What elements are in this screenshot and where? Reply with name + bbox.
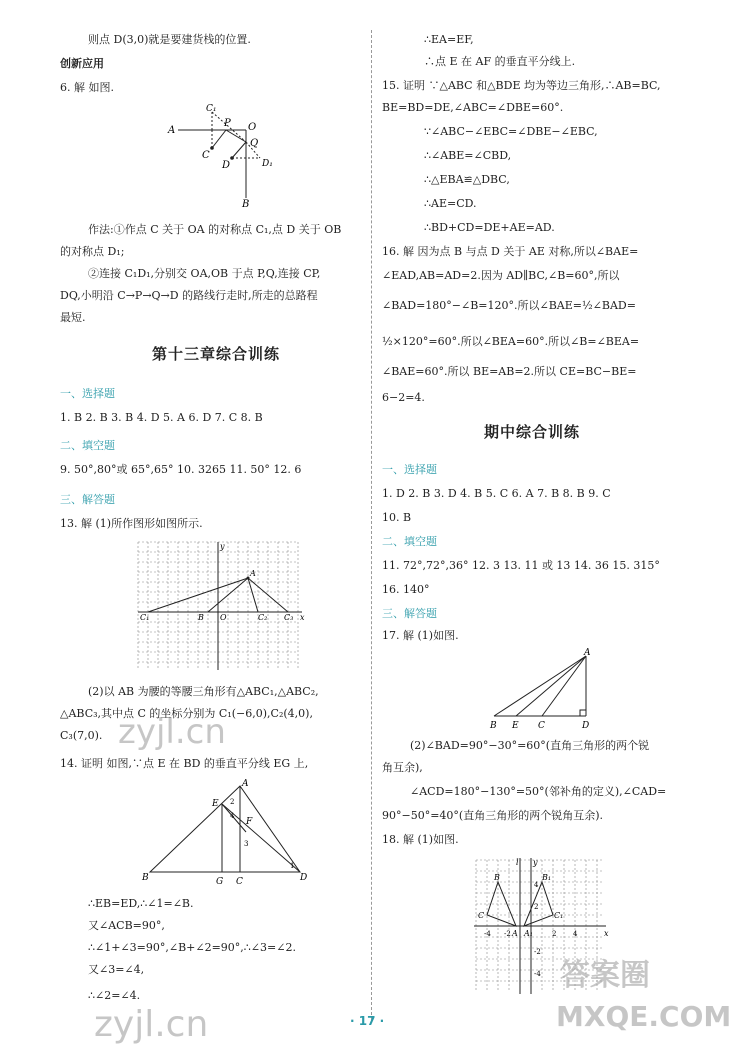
- svg-text:D: D: [582, 721, 590, 731]
- svg-text:F: F: [246, 817, 253, 827]
- svg-text:C: C: [538, 721, 545, 731]
- svg-text:y: y: [220, 542, 225, 551]
- text-line: ∵∠ABC−∠EBC=∠DBE−∠EBC,: [424, 125, 598, 138]
- section-choice: 一、选择题: [60, 387, 115, 400]
- text-line: ∴BD+CD=DE+AE=AD.: [424, 221, 555, 234]
- svg-text:B: B: [490, 721, 497, 731]
- answer-line: 16. 140°: [382, 583, 430, 596]
- text-line: 作法:①作点 C 关于 OA 的对称点 C₁,点 D 关于 OB: [88, 223, 342, 236]
- svg-text:A₁: A₁: [524, 929, 533, 938]
- section-fill: 二、填空题: [382, 535, 437, 548]
- text-line: ∴EB=ED,∴∠1=∠B.: [88, 897, 194, 910]
- svg-text:D₁: D₁: [262, 159, 273, 169]
- svg-text:G: G: [216, 877, 224, 887]
- text-line: (2)∠BAD=90°−30°=60°(直角三角形的两个锐: [410, 739, 650, 752]
- text-line: 15. 证明 ∵△ABC 和△BDE 均为等边三角形,∴AB=BC,: [382, 79, 661, 92]
- text-line: 16. 解 因为点 B 与点 D 关于 AE 对称,所以∠BAE=: [382, 245, 639, 258]
- text-line: 则点 D(3,0)就是要建货栈的位置.: [88, 33, 251, 46]
- svg-text:3: 3: [244, 840, 249, 848]
- text-line: 90°−50°=40°(直角三角形的两个锐角互余).: [382, 809, 604, 822]
- svg-text:C₁: C₁: [140, 613, 150, 622]
- text-line: C₃(7,0).: [60, 729, 103, 742]
- column-divider: [371, 30, 372, 1020]
- svg-text:C₁: C₁: [554, 911, 564, 920]
- svg-text:x: x: [604, 929, 609, 938]
- svg-text:C: C: [236, 877, 243, 887]
- svg-text:B: B: [494, 873, 500, 882]
- svg-text:O: O: [220, 613, 227, 622]
- text-line: △ABC₃,其中点 C 的坐标分别为 C₁(−6,0),C₂(4,0),: [60, 707, 313, 720]
- text-line: ∴AE=CD.: [424, 197, 477, 210]
- text-line: 又∠3=∠4,: [88, 963, 145, 976]
- text-line: 18. 解 (1)如图.: [382, 833, 459, 846]
- text-line: 又∠ACB=90°,: [88, 919, 165, 932]
- section-innovation: 创新应用: [60, 57, 104, 70]
- svg-text:C₂: C₂: [258, 613, 268, 622]
- svg-text:l: l: [516, 858, 519, 867]
- svg-text:-2: -2: [504, 930, 511, 938]
- svg-text:A: A: [512, 929, 518, 938]
- text-line: (2)以 AB 为腰的等腰三角形有△ABC₁,△ABC₂,: [88, 685, 319, 698]
- svg-text:2: 2: [552, 930, 557, 938]
- text-line: ∠EAD,AB=AD=2.因为 AD∥BC,∠B=60°,所以: [382, 269, 620, 282]
- text-line: ∴EA=EF,: [424, 33, 474, 46]
- section-solve: 三、解答题: [382, 607, 437, 620]
- figure-right-triangle-17: [486, 648, 616, 732]
- svg-text:O: O: [248, 122, 257, 133]
- answer-line: 1. B 2. B 3. B 4. D 5. A 6. D 7. C 8. B: [60, 411, 263, 424]
- svg-text:Q: Q: [250, 138, 259, 149]
- text-line: ∠BAD=180°−∠B=120°.所以∠BAE=½∠BAD=: [382, 299, 636, 312]
- text-line: ½×120°=60°.所以∠BEA=60°.所以∠B=∠BEA=: [382, 335, 640, 348]
- answer-line: 9. 50°,80°或 65°,65° 10. 3265 11. 50° 12. 6: [60, 463, 302, 476]
- svg-text:4: 4: [230, 812, 235, 820]
- text-line: 13. 解 (1)所作图形如图所示.: [60, 517, 203, 530]
- text-line: ∴∠1+∠3=90°,∠B+∠2=90°,∴∠3=∠2.: [88, 941, 296, 954]
- text-line: ∴∠2=∠4.: [88, 989, 141, 1002]
- answer-line: 11. 72°,72°,36° 12. 3 13. 11 或 13 14. 36 15. 315°: [382, 559, 660, 572]
- svg-text:B: B: [198, 613, 204, 622]
- svg-text:D: D: [300, 873, 308, 883]
- svg-text:E: E: [212, 799, 219, 809]
- text-line: 17. 解 (1)如图.: [382, 629, 459, 642]
- watermark-daan: 答案圈: [560, 958, 650, 993]
- text-line: 的对称点 D₁;: [60, 245, 125, 258]
- answer-line: 1. D 2. B 3. D 4. B 5. C 6. A 7. B 8. B 9. C: [382, 487, 611, 500]
- svg-text:2: 2: [230, 798, 235, 806]
- text-line: ∴∠ABE=∠CBD,: [424, 149, 512, 162]
- svg-text:C: C: [478, 911, 485, 920]
- svg-text:4: 4: [573, 930, 578, 938]
- watermark-zyjl: zyjl.cn: [94, 1004, 209, 1045]
- section-fill: 二、填空题: [60, 439, 115, 452]
- svg-text:C: C: [202, 150, 210, 161]
- text-line: 角互余),: [382, 761, 423, 774]
- section-solve: 三、解答题: [60, 493, 115, 506]
- text-line: 6−2=4.: [382, 391, 425, 404]
- text-line: BE=BD=DE,∠ABC=∠DBE=60°.: [382, 101, 564, 114]
- text-line: DQ,小明沿 C→P→Q→D 的路线行走时,所走的总路程: [60, 289, 318, 302]
- chapter-title: 第十三章综合训练: [152, 345, 281, 363]
- text-line: 6. 解 如图.: [60, 81, 114, 94]
- figure-triangle-14: [140, 778, 310, 888]
- svg-text:B: B: [242, 199, 250, 210]
- answer-line: 10. B: [382, 511, 412, 524]
- svg-text:2: 2: [534, 903, 539, 911]
- page-number: · 17 ·: [350, 1014, 385, 1028]
- svg-text:A: A: [242, 779, 249, 789]
- svg-text:y: y: [533, 858, 538, 867]
- section-choice: 一、选择题: [382, 463, 437, 476]
- text-line: 14. 证明 如图,∵点 E 在 BD 的垂直平分线 EG 上,: [60, 757, 309, 770]
- text-line: ∴点 E 在 AF 的垂直平分线上.: [424, 55, 576, 68]
- svg-text:x: x: [300, 613, 305, 622]
- svg-text:P: P: [224, 118, 231, 129]
- watermark-mxqe: MXQE.COM: [556, 1000, 732, 1033]
- svg-text:A: A: [584, 648, 591, 658]
- svg-text:-2: -2: [534, 948, 541, 956]
- svg-text:D: D: [222, 160, 231, 171]
- text-line: ∠BAE=60°.所以 BE=AB=2.所以 CE=BC−BE=: [382, 365, 637, 378]
- svg-text:A: A: [250, 569, 256, 578]
- text-line: ∴△EBA≌△DBC,: [424, 173, 510, 186]
- svg-text:-4: -4: [484, 930, 491, 938]
- figure-reflection-path: [160, 100, 320, 210]
- svg-text:E: E: [512, 721, 519, 731]
- svg-text:B₁: B₁: [542, 873, 552, 882]
- svg-text:C₁: C₁: [206, 104, 217, 114]
- text-line: 最短.: [60, 311, 86, 324]
- svg-text:C₃: C₃: [284, 613, 294, 622]
- svg-text:B: B: [142, 873, 149, 883]
- svg-text:4: 4: [534, 881, 539, 889]
- midterm-title: 期中综合训练: [484, 423, 581, 441]
- figure-coordinate-grid-13: [136, 540, 308, 672]
- svg-text:1: 1: [290, 862, 295, 870]
- svg-text:-4: -4: [534, 970, 541, 978]
- text-line: ②连接 C₁D₁,分别交 OA,OB 于点 P,Q,连接 CP,: [88, 267, 321, 280]
- text-line: ∠ACD=180°−130°=50°(邻补角的定义),∠CAD=: [410, 785, 667, 798]
- watermark-zyjl: zyjl.cn: [118, 712, 226, 752]
- svg-text:A: A: [168, 125, 176, 136]
